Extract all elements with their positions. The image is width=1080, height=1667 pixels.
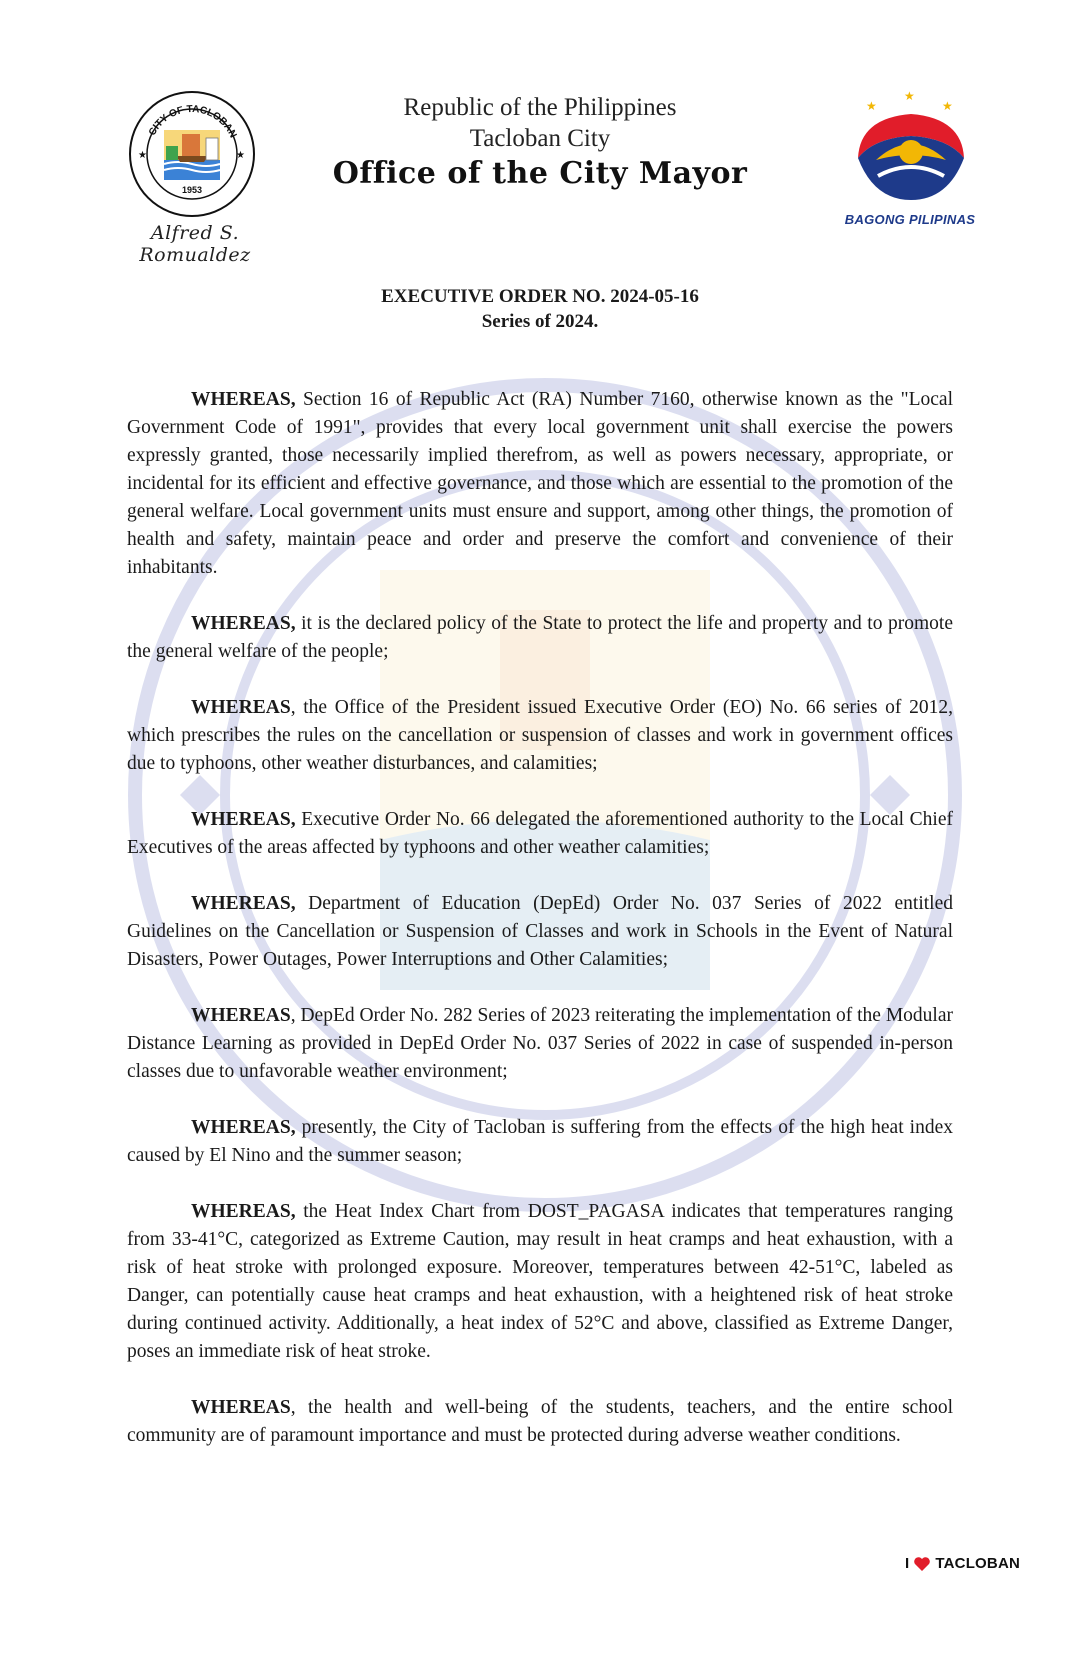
republic-line: Republic of the Philippines xyxy=(403,94,677,121)
paragraph-text: Section 16 of Republic Act (RA) Number 7160, otherwise known as the "Local Government Code of 1991", provides that every local government unit shall exercise the powers expressly granted, those necessarily implied therefrom, as well as powers necessary, appropriate, or incidental for its efficient and effective governance, and those which are essential to the promotion of the general welfare. Local government units must ensure and support, among other things, the promotion of health and safety, maintain peace and order and preserve the comfort and convenience of their inhabitants. xyxy=(127,389,953,578)
order-body xyxy=(127,386,953,1478)
svg-text:★: ★ xyxy=(904,89,915,103)
footer-brand-text: TACLOBAN xyxy=(935,1555,1021,1572)
order-series: Series of 2024. xyxy=(481,311,599,332)
svg-text:★: ★ xyxy=(866,99,877,113)
whereas-paragraph xyxy=(127,694,953,778)
paragraph-text: , the health and well-being of the students, teachers, and the entire school community are of paramount importance and must be protected during adverse weather conditions. xyxy=(127,1397,953,1446)
paragraph-text: the Heat Index Chart from DOST_PAGASA indicates that temperatures ranging from 33-41°C, categorized as Extreme Caution, may result in heat cramps and heat exhaustion, with a risk of heat stroke with prolonged exposure. Moreover, temperatures between 42-51°C, labeled as Danger, can potentially cause heat cramps and heat exhaustion, with a heightened risk of heat stroke during continued activity. Additionally, a heat index of 52°C and above, classified as Extreme Danger, poses an immediate risk of heat stroke. xyxy=(127,1201,953,1362)
bagong-pilipinas-logo xyxy=(848,88,974,208)
whereas-keyword: WHEREAS, xyxy=(191,613,296,634)
whereas-keyword: WHEREAS, xyxy=(191,893,296,914)
whereas-paragraph xyxy=(127,610,953,666)
heart-icon xyxy=(913,1556,931,1572)
order-title-block xyxy=(240,284,840,334)
mayor-name: Alfred S. Romualdez xyxy=(139,222,251,266)
whereas-paragraph xyxy=(127,1002,953,1086)
city-seal-logo xyxy=(128,90,256,218)
footer-prefix: I xyxy=(905,1555,910,1572)
whereas-keyword: WHEREAS xyxy=(191,1005,291,1026)
svg-text:★: ★ xyxy=(942,99,953,113)
whereas-keyword: WHEREAS, xyxy=(191,809,296,830)
whereas-paragraph xyxy=(127,890,953,974)
i-love-tacloban-brand xyxy=(905,1555,1045,1572)
whereas-paragraph xyxy=(127,386,953,582)
paragraph-text: , the Office of the President issued Executive Order (EO) No. 66 series of 2012, which prescribes the rules on the cancellation or suspension of classes and work in government offices due to typhoons, other weather disturbances, and calamities; xyxy=(127,697,953,774)
paragraph-text: , DepEd Order No. 282 Series of 2023 reiterating the implementation of the Modular Distance Learning as provided in DepEd Order No. 037 Series of 2022 in case of suspended in-person classes due to unfavorable weather environment; xyxy=(127,1005,953,1082)
whereas-keyword: WHEREAS, xyxy=(191,1117,296,1138)
svg-text:★: ★ xyxy=(236,150,245,161)
whereas-keyword: WHEREAS xyxy=(191,697,291,718)
whereas-keyword: WHEREAS xyxy=(191,1397,291,1418)
whereas-paragraph xyxy=(127,1198,953,1366)
svg-text:1953: 1953 xyxy=(181,185,203,195)
paragraph-text: Department of Education (DepEd) Order No. 037 Series of 2022 entitled Guidelines on the Cancellation or Suspension of Classes and work in Schools in the Event of Natural Disasters, Power Outages, Power Interruptions and Other Calamities; xyxy=(127,893,953,970)
whereas-paragraph xyxy=(127,1394,953,1450)
paragraph-text: Executive Order No. 66 delegated the aforementioned authority to the Local Chief Executives of the areas affected by typhoons and other weather calamities; xyxy=(127,809,953,858)
bagong-pilipinas-text: BAGONG PILIPINAS xyxy=(844,212,976,227)
paragraph-text: presently, the City of Tacloban is suffering from the effects of the high heat index caused by El Nino and the summer season; xyxy=(127,1117,953,1166)
letterhead xyxy=(300,92,780,194)
svg-text:★: ★ xyxy=(138,150,147,161)
whereas-paragraph xyxy=(127,1114,953,1170)
whereas-keyword: WHEREAS, xyxy=(191,1201,296,1222)
city-line: Tacloban City xyxy=(469,125,611,152)
svg-text:CITY OF TACLOBAN: CITY OF TACLOBAN xyxy=(146,103,239,140)
whereas-paragraph xyxy=(127,806,953,862)
whereas-keyword: WHEREAS, xyxy=(191,389,296,410)
office-title: Office of the City Mayor xyxy=(332,156,748,191)
order-number: EXECUTIVE ORDER NO. 2024-05-16 xyxy=(381,286,699,307)
paragraph-text: it is the declared policy of the State to protect the life and property and to promote the general welfare of the people; xyxy=(127,613,953,662)
